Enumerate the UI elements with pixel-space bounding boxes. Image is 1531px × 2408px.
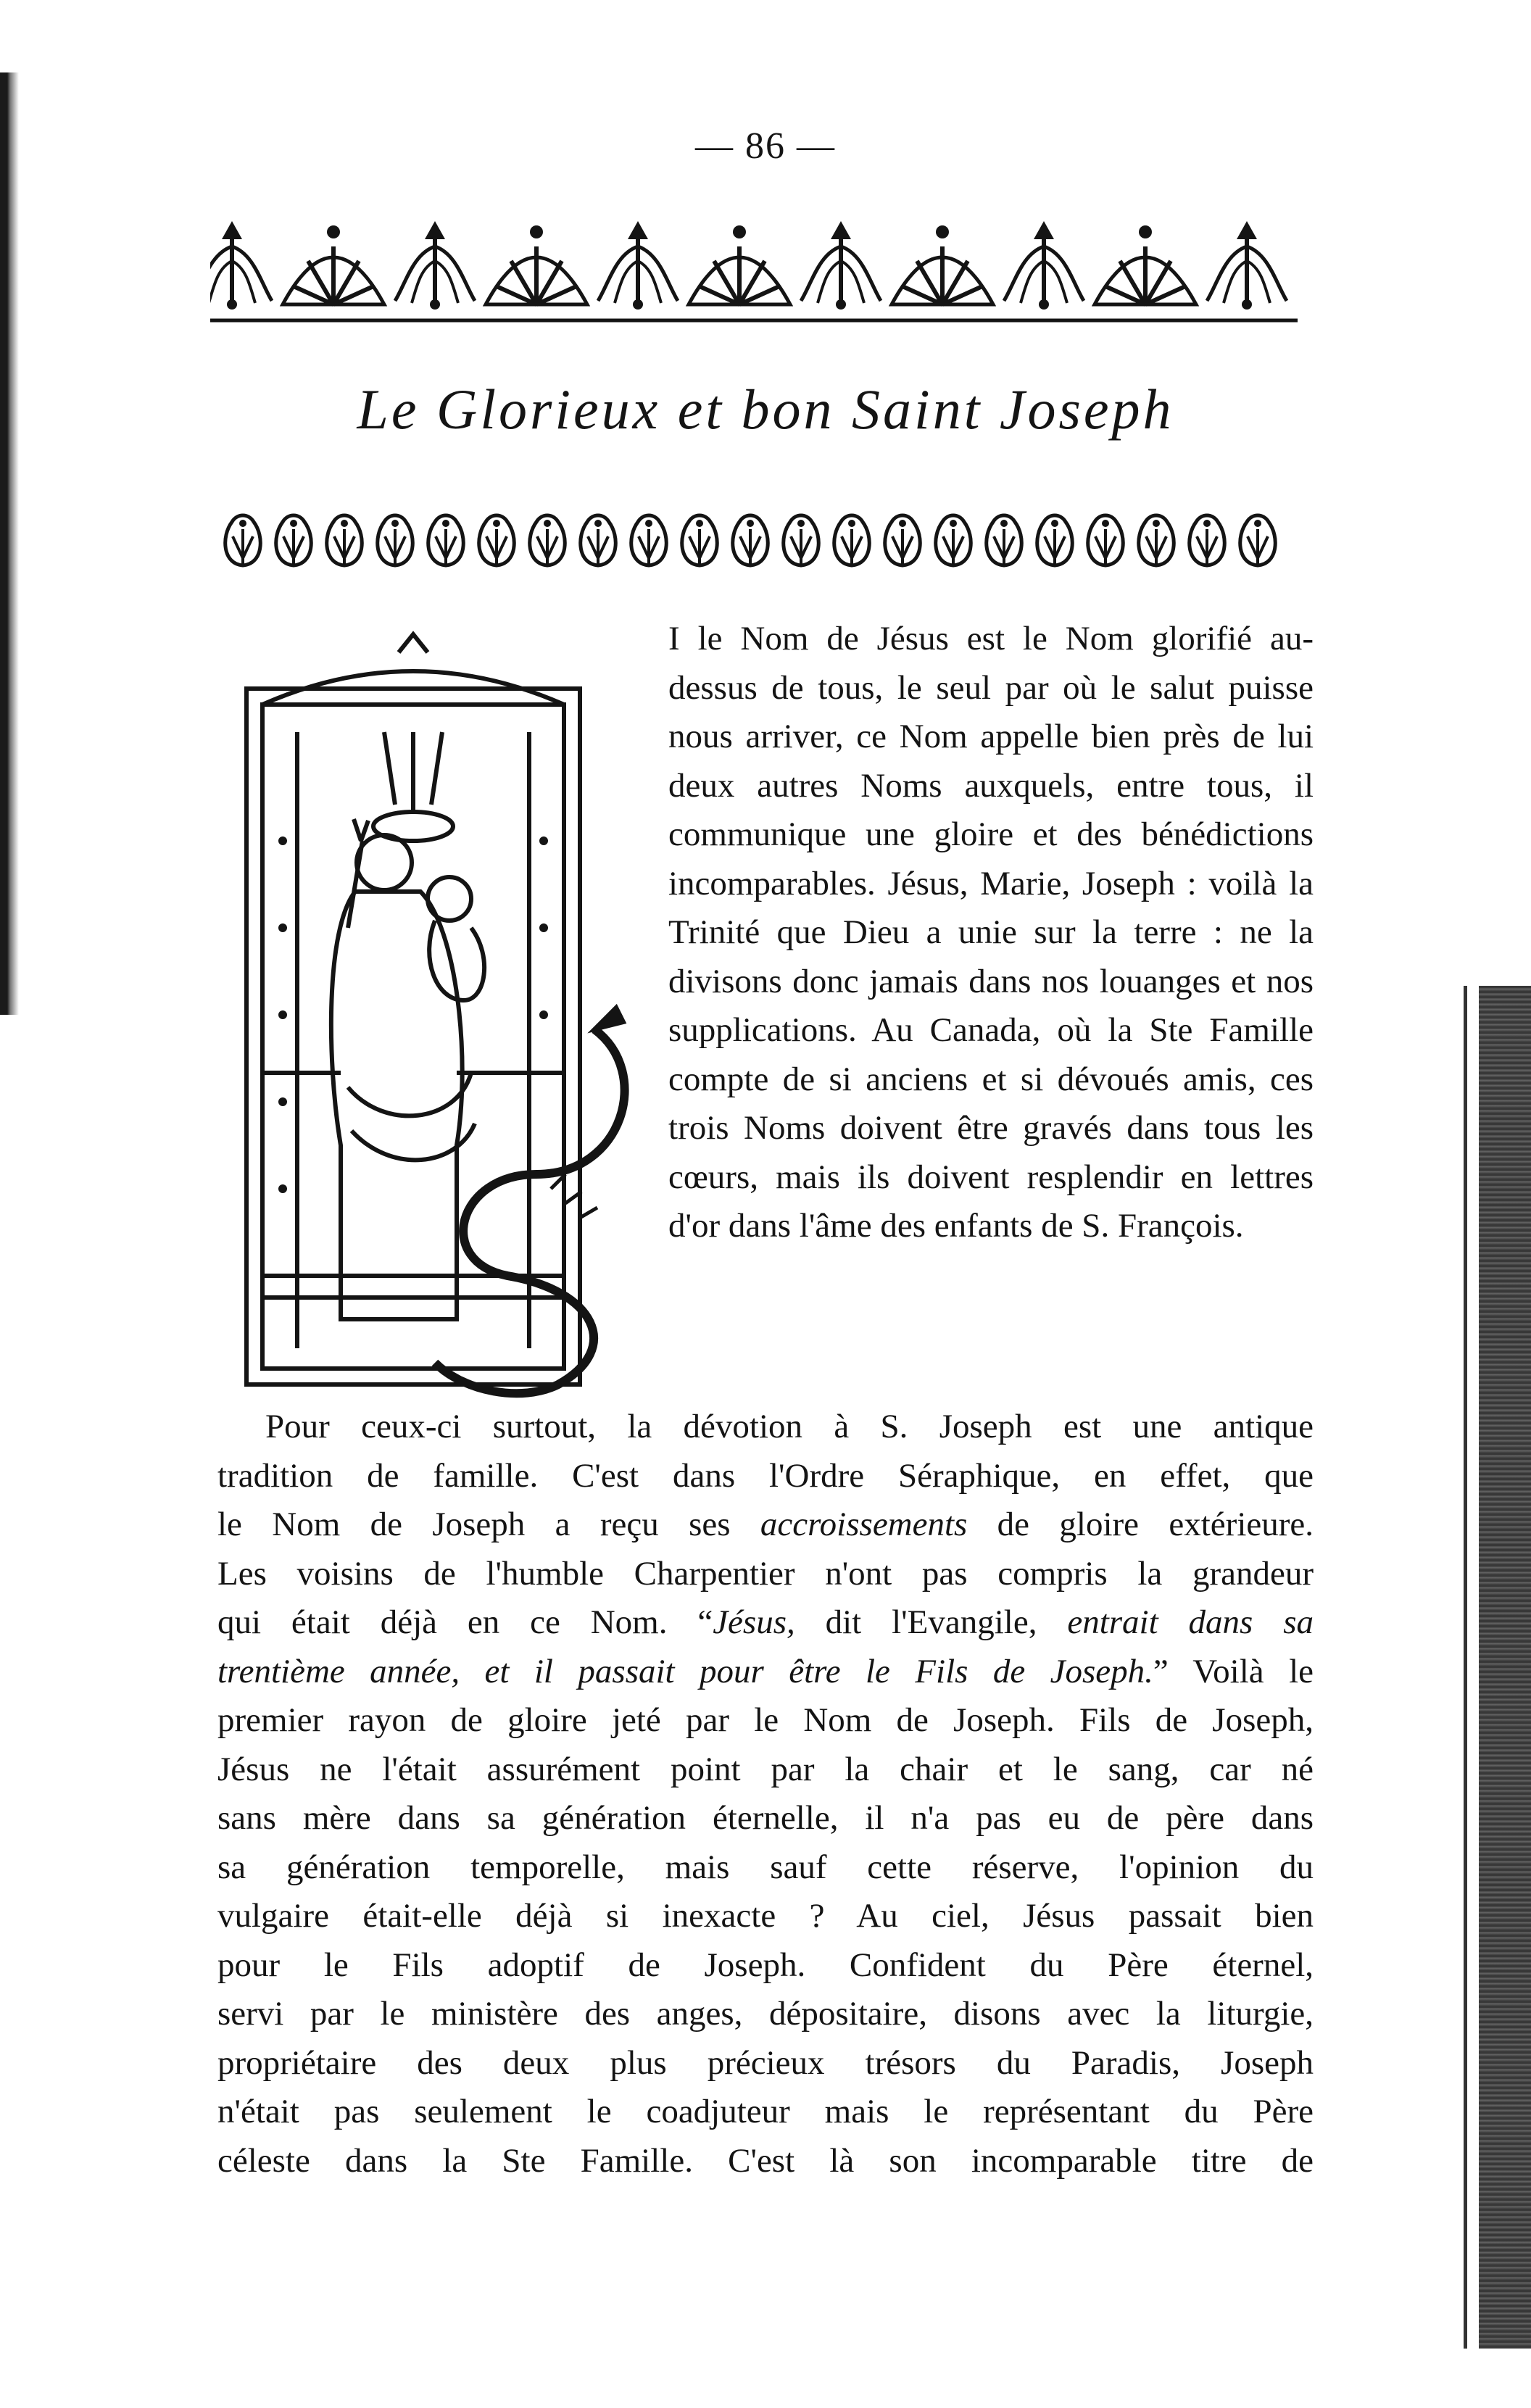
text-line: propriétaire des deux plus précieux trésors du Paradis, Joseph xyxy=(217,2043,1314,2082)
illuminated-dropcap-saint-joseph-icon xyxy=(217,623,667,1406)
text-line: céleste dans la Ste Famille. C'est là son incomparable titre de xyxy=(217,2141,1314,2180)
text-line: le Nom de Joseph a reçu ses accroissements de gloire extérieure. xyxy=(217,1506,1314,1543)
body-paragraph xyxy=(217,1403,1314,2185)
text-line: pour le Fils adoptif de Joseph. Confident du Père éternel, xyxy=(217,1946,1314,1984)
text-line: Jésus ne l'était assurément point par la chair et le sang, car né xyxy=(217,1750,1314,1788)
text-line: sa génération temporelle, mais sauf cette réserve, l'opinion du xyxy=(217,1848,1314,1886)
text-line: Pour ceux-ci surtout, la dévotion à S. Joseph est une antique xyxy=(265,1408,1314,1445)
text-line: tradition de famille. C'est dans l'Ordre Séraphique, en effet, que xyxy=(217,1456,1314,1495)
text-line: servi par le ministère des anges, dépositaire, disons avec la liturgie, xyxy=(217,1995,1314,2033)
text-line: premier rayon de gloire jeté par le Nom de Joseph. Fils de Joseph, xyxy=(217,1701,1314,1739)
text-line: qui était déjà en ce Nom. “Jésus, dit l'Evangile, entrait dans sa xyxy=(217,1603,1314,1641)
text-line: trentième année, et il passait pour être le Fils de Joseph.” Voilà le xyxy=(217,1652,1314,1690)
text-line: n'était pas seulement le coadjuteur mais le représentant du Père xyxy=(217,2093,1314,2130)
text-line: Les voisins de l'humble Charpentier n'ont pas compris la grandeur xyxy=(217,1554,1314,1593)
scan-edge-right-line xyxy=(1464,986,1467,2349)
chapter-heading: Le Glorieux et bon Saint Joseph xyxy=(357,378,1174,441)
opening-paragraph xyxy=(668,615,1314,1251)
text-line: sans mère dans sa génération éternelle, il n'a pas eu de père dans xyxy=(217,1799,1314,1837)
scan-edge-right xyxy=(1479,986,1531,2349)
palmette-frieze-ornament xyxy=(210,217,1298,333)
text-line: vulgaire était-elle déjà si inexacte ? Au ciel, Jésus passait bien xyxy=(217,1897,1314,1935)
opening-paragraph-text: I le Nom de Jésus est le Nom glorifié au-dessus de tous, le seul par où le salut puisse nous arriver, ce Nom appelle bien près de lui deux autres Noms auxquels, entre tous, il communique une gloire et des bénédictions incomparables. Jésus, Marie, Joseph : voilà la Trinité que Dieu a unie sur la terre : ne la divisons donc jamais dans nos louanges et nos supplications. Au Canada, où la Ste Famille compte de si anciens et si dévoués amis, ces trois Noms doivent être gravés dans tous les cœurs, mais ils doivent resplendir en lettres d'or dans l'âme des enfants de S. François. xyxy=(668,620,1314,1245)
fleuron-band-ornament xyxy=(217,507,1298,573)
page-number: — 86 — xyxy=(695,125,836,167)
scan-edge-left xyxy=(0,72,19,1015)
